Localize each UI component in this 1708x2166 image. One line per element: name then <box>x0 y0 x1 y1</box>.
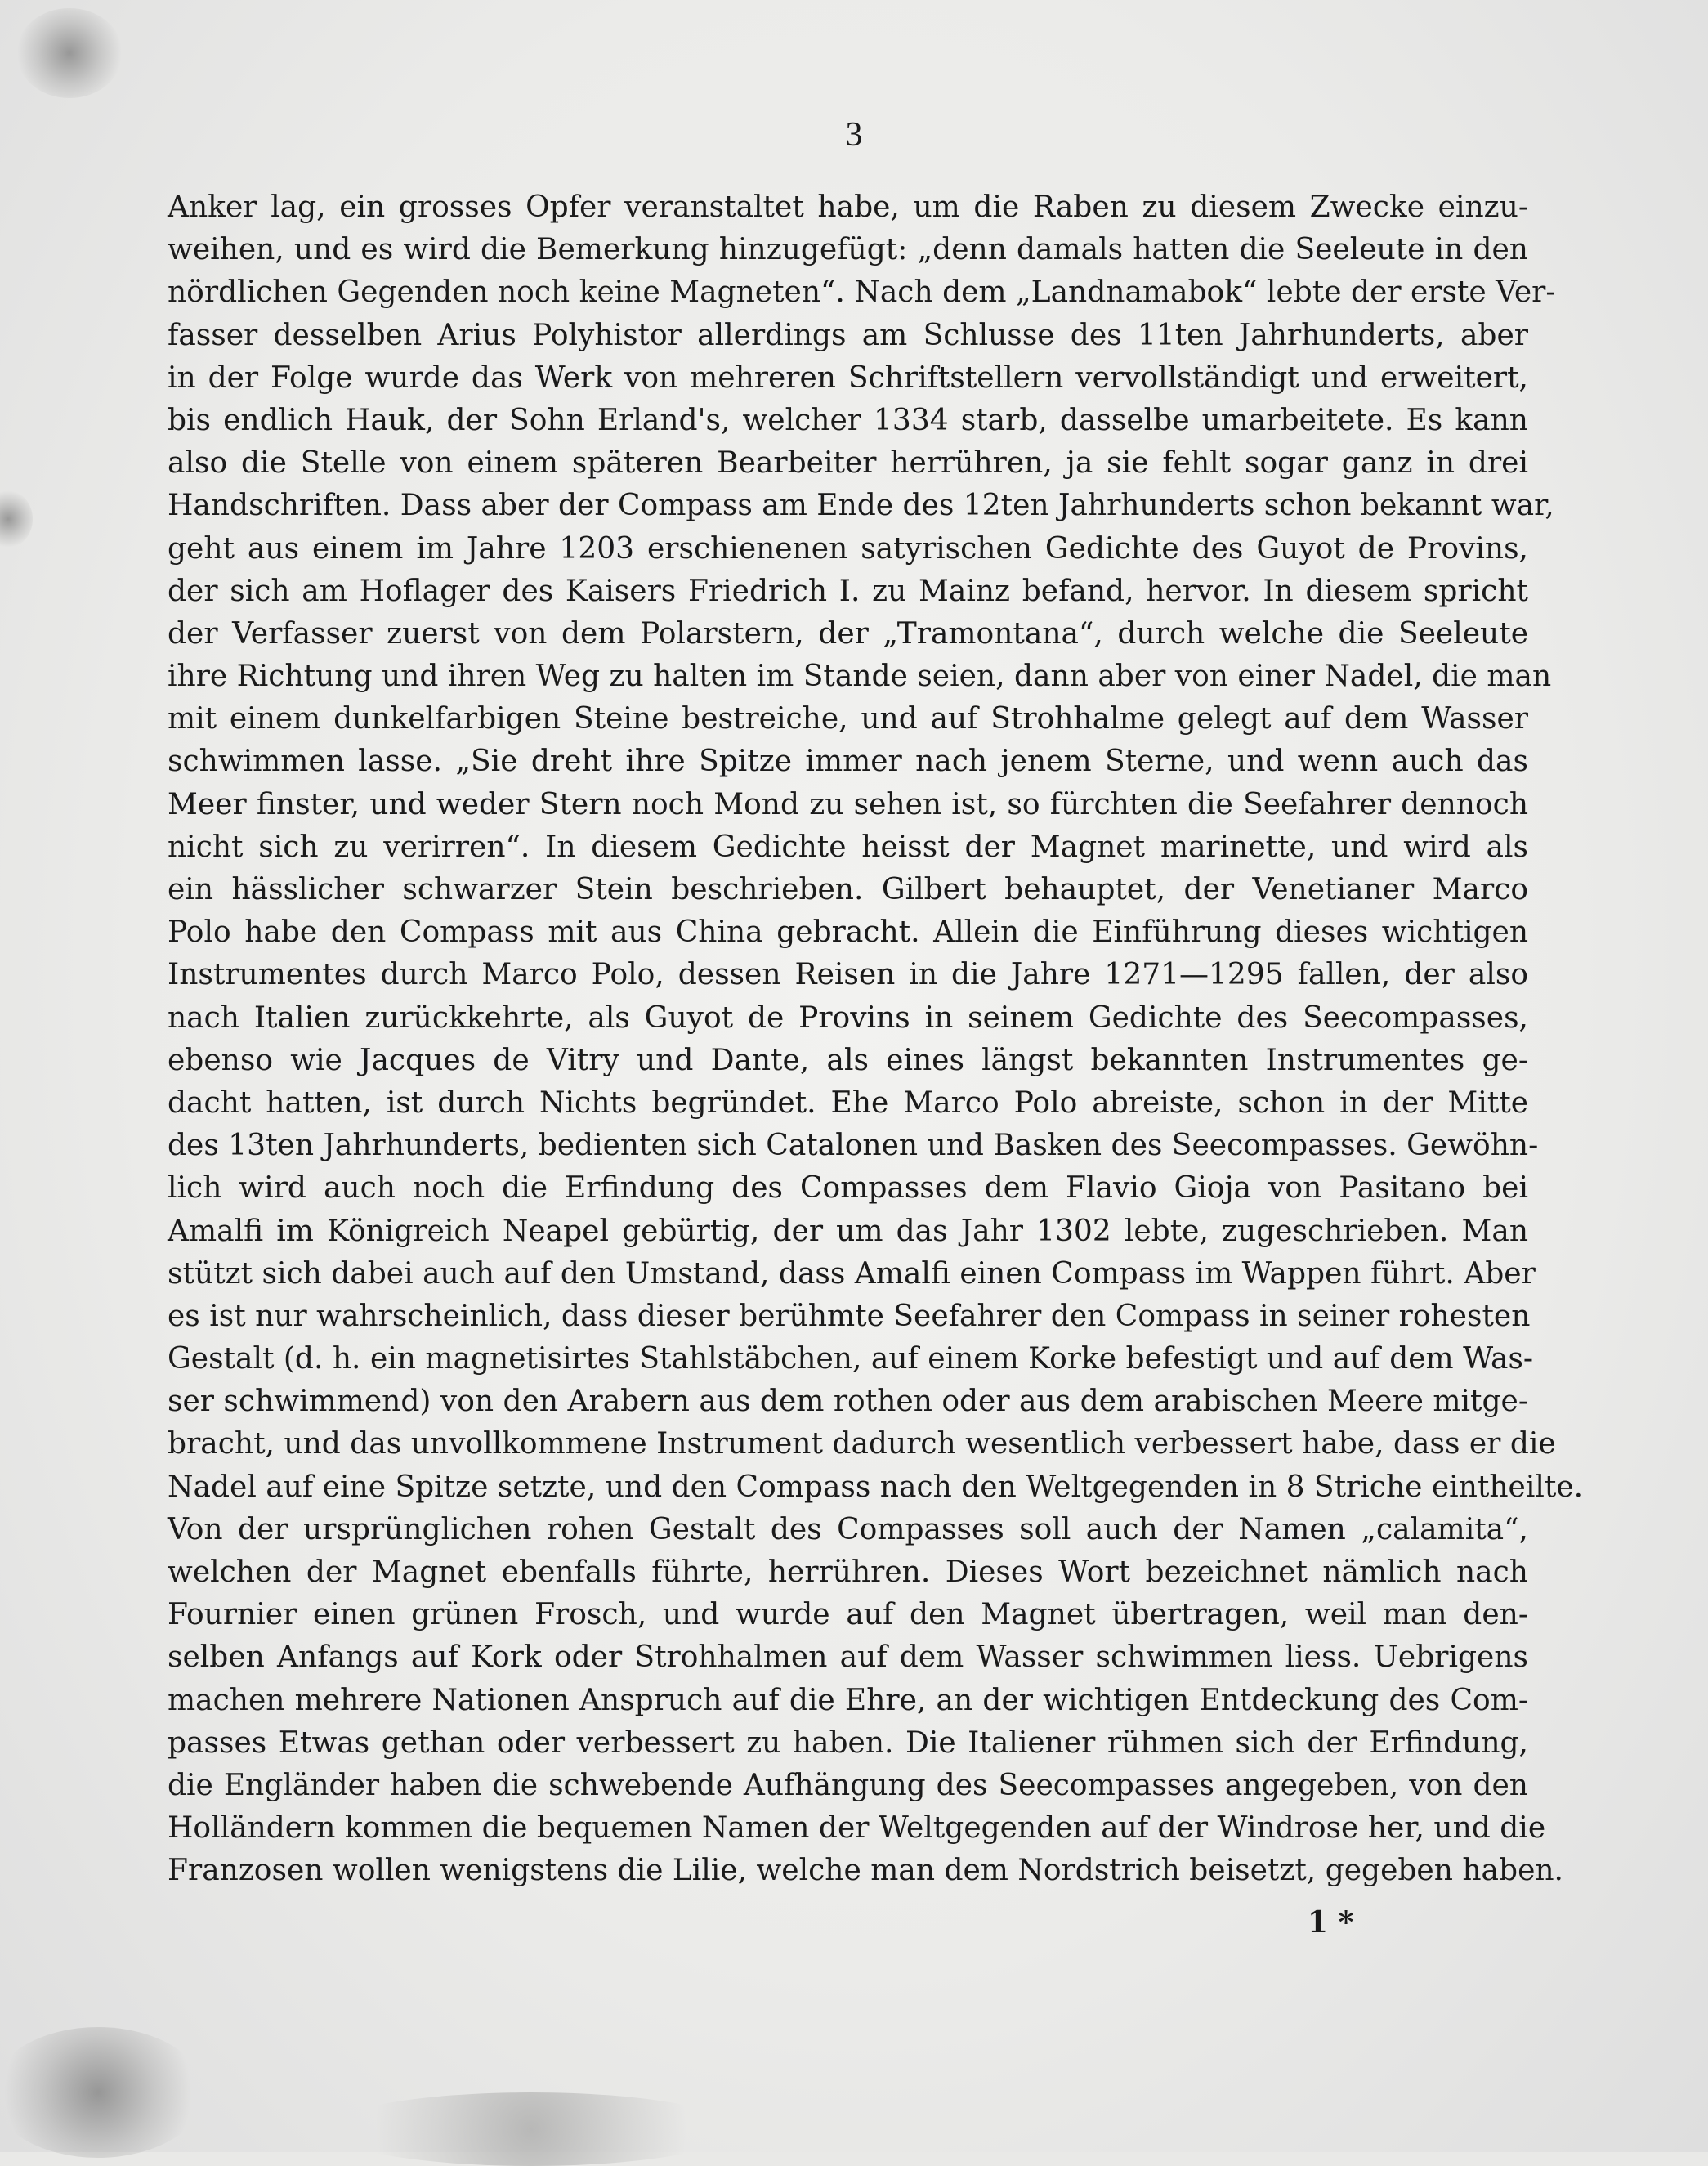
text-line: dacht hatten, ist durch Nichts begründet. Ehe Marco Polo abreiste, schon in der Mitte <box>168 1085 1528 1120</box>
text-line: Anker lag, ein grosses Opfer veranstaltet habe, um die Raben zu diesem Zwecke einzu- <box>168 190 1528 224</box>
text-line: der sich am Hoflager des Kaisers Friedrich I. zu Mainz befand, hervor. In diesem spricht <box>168 574 1528 608</box>
ink-smudge-top-left <box>16 8 123 98</box>
text-line: nördlichen Gegenden noch keine Magneten“. Nach dem „Landnamabok“ lebte der erste Ver- <box>168 275 1556 310</box>
text-line: nach Italien zurückkehrte, als Guyot de Provins in seinem Gedichte des Seecompasses, <box>168 1000 1528 1035</box>
page-number: 3 <box>845 116 863 154</box>
text-line: des 13ten Jahrhunderts, bedienten sich Catalonen und Basken des Seecompasses. Gewöhn- <box>168 1129 1539 1163</box>
text-line: die Engländer haben die schwebende Aufhängung des Seecompasses angegeben, von den <box>168 1768 1528 1802</box>
text-line: weihen, und es wird die Bemerkung hinzugefügt: „denn damals hatten die Seeleute in den <box>168 233 1528 267</box>
text-line: Gestalt (d. h. ein magnetisirtes Stahlstäbchen, auf einem Korke befestigt und auf dem Was- <box>168 1342 1534 1376</box>
text-line: Fournier einen grünen Frosch, und wurde auf den Magnet übertragen, weil man den- <box>168 1598 1528 1632</box>
text-line: Handschriften. Dass aber der Compass am Ende des 12ten Jahrhunderts schon bekannt war, <box>168 489 1554 523</box>
text-line: selben Anfangs auf Kork oder Strohhalmen auf dem Wasser schwimmen liess. Uebrigens <box>168 1640 1528 1675</box>
ink-smudge-bottom-left <box>0 2027 204 2158</box>
text-line: ser schwimmend) von den Arabern aus dem rothen oder aus dem arabischen Meere mitge- <box>168 1385 1528 1419</box>
text-line: passes Etwas gethan oder verbessert zu haben. Die Italiener rühmen sich der Erfindung, <box>168 1725 1528 1760</box>
text-line: Meer finster, und weder Stern noch Mond zu sehen ist, so fürchten die Seefahrer dennoch <box>168 787 1528 821</box>
text-line: Nadel auf eine Spitze setzte, und den Compass nach den Weltgegenden in 8 Striche eintheilte. <box>168 1470 1584 1504</box>
text-line: geht aus einem im Jahre 1203 erschienenen satyrischen Gedichte des Guyot de Provins, <box>168 531 1528 566</box>
text-line: welchen der Magnet ebenfalls führte, herrühren. Dieses Wort bezeichnet nämlich nach <box>168 1555 1528 1589</box>
ink-smudge-bottom <box>327 2092 736 2166</box>
ink-smudge-left-edge <box>0 490 33 548</box>
text-line: in der Folge wurde das Werk von mehreren Schriftstellern vervollständigt und erweitert, <box>168 360 1528 395</box>
text-line: bis endlich Hauk, der Sohn Erland's, welcher 1334 starb, dasselbe umarbeitete. Es kann <box>168 403 1528 437</box>
text-line: Holländern kommen die bequemen Namen der Weltgegenden auf der Windrose her, und die <box>168 1811 1546 1846</box>
text-line: fasser desselben Arius Polyhistor allerdings am Schlusse des 11ten Jahrhunderts, aber <box>168 318 1528 352</box>
body-text <box>168 186 1584 1893</box>
text-line: stützt sich dabei auch auf den Umstand, dass Amalfi einen Compass im Wappen führt. Aber <box>168 1256 1536 1291</box>
text-line: schwimmen lasse. „Sie dreht ihre Spitze immer nach jenem Sterne, und wenn auch das <box>168 745 1528 779</box>
text-line: ein hässlicher schwarzer Stein beschrieben. Gilbert behauptet, der Venetianer Marco <box>168 873 1528 906</box>
text-line: nicht sich zu verirren“. In diesem Gedichte heisst der Magnet marinette, und wird als <box>168 830 1528 864</box>
text-line: der Verfasser zuerst von dem Polarstern, der „Tramontana“, durch welche die Seeleute <box>168 616 1528 651</box>
text-line: ihre Richtung und ihren Weg zu halten im Stande seien, dann aber von einer Nadel, die man <box>168 660 1552 694</box>
text-line: machen mehrere Nationen Anspruch auf die Ehre, an der wichtigen Entdeckung des Com- <box>168 1683 1528 1717</box>
text-line: Franzosen wollen wenigstens die Lilie, welche man dem Nordstrich beisetzt, gegeben haben. <box>168 1854 1563 1888</box>
text-line: also die Stelle von einem späteren Bearbeiter herrühren, ja sie fehlt sogar ganz in drei <box>168 446 1528 481</box>
text-line: Instrumentes durch Marco Polo, dessen Reisen in die Jahre 1271—1295 fallen, der also <box>168 958 1528 992</box>
text-line: Von der ursprünglichen rohen Gestalt des Compasses soll auch der Namen „calamita“, <box>168 1512 1528 1546</box>
text-line: es ist nur wahrscheinlich, dass dieser berühmte Seefahrer den Compass in seiner rohesten <box>168 1299 1531 1333</box>
text-line: mit einem dunkelfarbigen Steine bestreiche, und auf Strohhalme gelegt auf dem Wasser <box>168 702 1528 736</box>
text-line: lich wird auch noch die Erfindung des Compasses dem Flavio Gioja von Pasitano bei <box>168 1171 1528 1206</box>
text-line: Polo habe den Compass mit aus China gebracht. Allein die Einführung dieses wichtigen <box>168 915 1528 950</box>
text-line: Amalfi im Königreich Neapel gebürtig, der um das Jahr 1302 lebte, zugeschrieben. Man <box>168 1214 1528 1248</box>
text-line: bracht, und das unvollkommene Instrument dadurch wesentlich verbessert habe, dass er die <box>168 1427 1556 1461</box>
signature-mark: 1 * <box>1308 1905 1354 1940</box>
text-line: ebenso wie Jacques de Vitry und Dante, als eines längst bekannten Instrumentes ge- <box>168 1043 1528 1077</box>
